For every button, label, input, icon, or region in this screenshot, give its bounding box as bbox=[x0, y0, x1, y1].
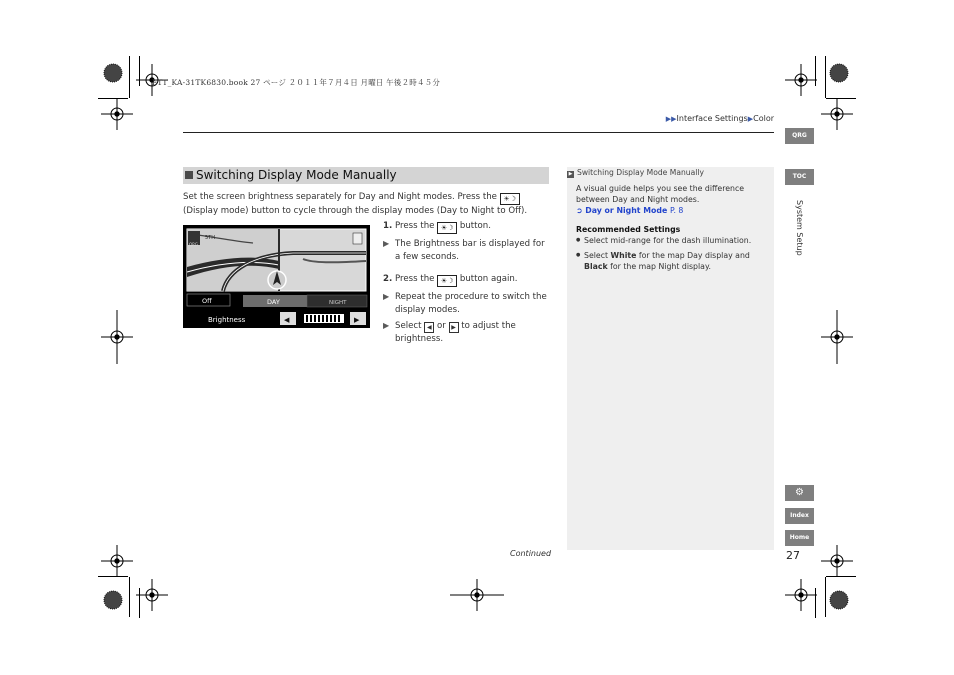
breadcrumb-item-color[interactable]: Color bbox=[753, 114, 774, 123]
sidebar-description: A visual guide helps you see the difference between Day and Night modes. ➲ Day or Night Mode P. 8 bbox=[576, 184, 745, 216]
heading-square-icon bbox=[185, 171, 193, 179]
link-arrow-icon: ➲ bbox=[576, 206, 583, 216]
intro-text-1: Set the screen brightness separately for Day and Night modes. Press the bbox=[183, 192, 497, 202]
intro-text-2: (Display mode) button to cycle through the display modes (Day to Night to Off). bbox=[183, 206, 528, 216]
continued-label: Continued bbox=[510, 549, 552, 558]
off-button[interactable]: Off bbox=[202, 297, 212, 305]
right-arrow-icon: ▶ bbox=[449, 322, 459, 333]
recommended-settings-heading: Recommended Settings bbox=[576, 225, 681, 234]
step-number: 1. bbox=[383, 221, 393, 231]
step-text: button again. bbox=[459, 274, 518, 284]
chapter-label: System Setup bbox=[795, 200, 804, 256]
corner-label: QRG bbox=[189, 242, 199, 247]
list-item: ● Select mid-range for the dash illumination. bbox=[576, 235, 764, 246]
step-text: button. bbox=[459, 221, 491, 231]
list-item: ● Select White for the map Day display and Black for the map Night display. bbox=[576, 250, 764, 272]
breadcrumb-arrow-icon: ▶ bbox=[747, 115, 754, 123]
brightness-increase-button[interactable]: ▶ bbox=[354, 316, 360, 324]
brightness-label: Brightness bbox=[208, 316, 246, 324]
procedure-steps bbox=[383, 220, 549, 346]
navigation-screen-image bbox=[183, 225, 370, 328]
day-button[interactable]: DAY bbox=[267, 298, 280, 306]
step-result: ▶ Repeat the procedure to switch the display modes. bbox=[383, 291, 549, 316]
tab-home[interactable]: Home bbox=[785, 530, 814, 546]
brightness-bar bbox=[306, 315, 340, 322]
breadcrumb-arrow-icon: ▶▶ bbox=[665, 115, 677, 123]
print-file-info: F1T_KA-31TK6830.book 27 ページ ２０１１年７月４日 月曜日 午後２時４５分 bbox=[152, 78, 441, 87]
cross-reference-link[interactable]: ➲ Day or Night Mode P. 8 bbox=[576, 206, 684, 216]
step-text: Press the bbox=[394, 274, 435, 284]
note-arrow-icon: ▶ bbox=[568, 171, 573, 177]
night-button[interactable]: NIGHT bbox=[329, 300, 347, 306]
tab-qrg[interactable]: QRG bbox=[785, 128, 814, 144]
road-label: 5TH bbox=[205, 235, 215, 241]
step-1 bbox=[383, 220, 549, 263]
header-rule bbox=[183, 132, 774, 133]
sun-moon-icon: ☀☽ bbox=[500, 193, 520, 205]
breadcrumb-item-interface-settings[interactable]: Interface Settings bbox=[676, 114, 748, 123]
intro-paragraph bbox=[183, 191, 549, 219]
breadcrumb bbox=[666, 114, 774, 123]
sidebar-title: ▶ Switching Display Mode Manually bbox=[568, 168, 704, 177]
tab-index[interactable]: Index bbox=[785, 508, 814, 524]
section-heading bbox=[183, 167, 549, 184]
tab-toc[interactable]: TOC bbox=[785, 169, 814, 185]
step-result: ▶ The Brightness bar is displayed for a few seconds. bbox=[383, 238, 549, 263]
page-number: 27 bbox=[786, 549, 800, 562]
wrench-settings-icon: ⚙ bbox=[795, 487, 804, 498]
step-result-select: ▶ Select ◀ or ▶ to adjust the brightness. bbox=[383, 320, 549, 346]
sun-moon-icon: ☀☽ bbox=[437, 275, 457, 287]
brightness-decrease-button[interactable]: ◀ bbox=[284, 316, 290, 324]
tab-chapter-icon[interactable] bbox=[785, 485, 814, 501]
step-text: Press the bbox=[394, 221, 435, 231]
section-title: Switching Display Mode Manually bbox=[196, 168, 397, 182]
map-illustration bbox=[183, 225, 370, 328]
sun-moon-icon: ☀☽ bbox=[437, 222, 457, 234]
left-arrow-icon: ◀ bbox=[424, 322, 434, 333]
step-number: 2. bbox=[383, 274, 393, 284]
step-2 bbox=[383, 273, 549, 346]
